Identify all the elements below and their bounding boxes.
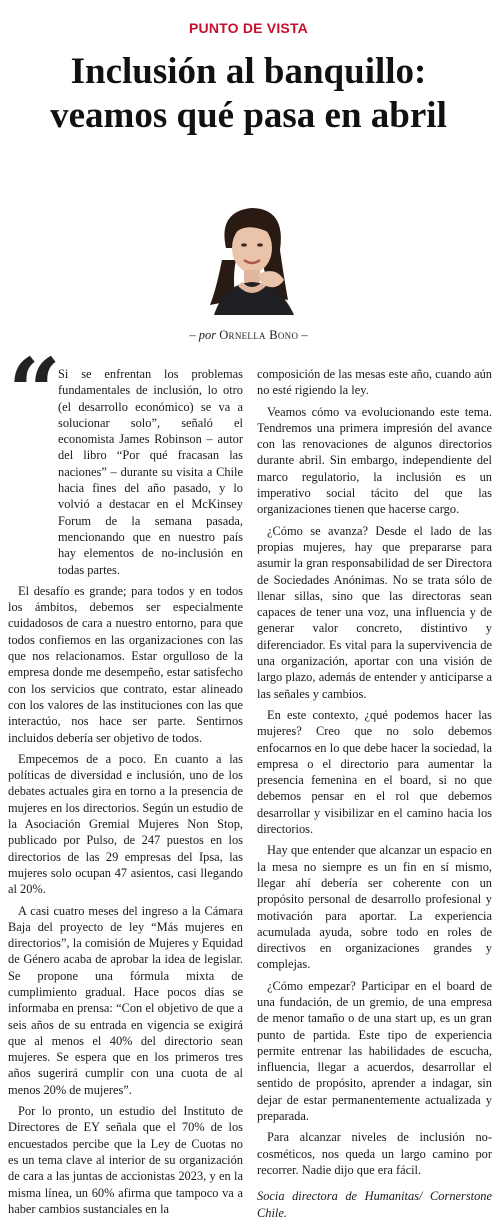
right-column: [257, 366, 492, 1226]
byline-prefix: – por: [189, 328, 220, 342]
paragraph: Empecemos de a poco. En cuanto a las políticas de diversidad e inclusión, uno de los debates actuales gira en torno a la presencia de mujeres en los directorios. Según un estudio de la Asociación Gremial Mujeres Non Stop, publicado por Pulso, de 247 puestos en los directorios de las 29 empresas del Ipsa, las mujeres solo ocupan 47 asientos, casi llegando al 20%.: [8, 751, 243, 897]
author-signature: Socia directora de Humanitas/ Cornerstone Chile.: [257, 1189, 492, 1220]
paragraph: composición de las mesas este año, cuando aún no esté rigiendo la ley.: [257, 367, 492, 398]
paragraph: Veamos cómo va evolucionando este tema. Tendremos una primera impresión del avance con las renovaciones de algunos directorios durante abril. Sin embargo, independiente del marco regulatorio, la inclusión es un imperativo social tácito del que las organizaciones tienen que hacerse cargo.: [257, 404, 492, 517]
headline: [0, 50, 497, 138]
section-label: PUNTO DE VISTA: [189, 20, 308, 36]
author-name: Ornella Bono: [219, 328, 299, 342]
paragraph: ¿Cómo se avanza? Desde el lado de las propias mujeres, hay que prepararse para asumir la gran responsabilidad de ser Directora de Sociedades Anónimas. No se trata sólo de llenar sillas, sino que las directoras sean capaces de tener una voz, una influencia y de generar valor concreto, distintivo y diferenciador. Es vital para la supervivencia de una organización, aportar con una visión de largo plazo, además de entender y anticiparse a las señales y cambios.: [257, 523, 492, 701]
paragraph: El desafío es grande; para todos y en todos los ámbitos, debemos ser especialmente cuidadosos de cara a nuestro entorno, para que todos confiemos en las organizaciones con las que nos relacionamos. Estar orgulloso de la empresa donde me desempeño, estar satisfecho con los servicios que contrato, estar alineado con los valores de las instituciones con las que interactúo, nos hace ser parte. Sentirnos incluidos debería ser objetivo de todos.: [8, 583, 243, 745]
author-portrait-icon: [196, 200, 306, 315]
quote-mark-icon: “: [8, 338, 61, 446]
paragraph: Para alcanzar niveles de inclusión no-cosméticos, nos queda un largo camino por recorrer. Nadie dijo que era fácil.: [257, 1130, 492, 1177]
paragraph: Por lo pronto, un estudio del Instituto de Directores de EY señala que el 70% de los encuestados percibe que la Ley de Cuotas no es un tema clave al interior de su organización de cara a las juntas de accionistas 2023, y en la misma línea, un 60% afirma que tampoco va a haber cambios sustanciales en la: [8, 1104, 243, 1216]
paragraph: Si se enfrentan los problemas fundamentales de inclusión, lo otro (el desarrollo económico) se va a solucionar solo”, señaló el economista James Robinson – autor del libro “Por qué fracasan las naciones” – durante su visita a Chile hacia fines del año pasado, y lo volvió a destacar en el McKinsey Forum de la semana pasada, mencionando que en nuestro país hay elementos de no-inclusión en todas partes.: [58, 367, 243, 577]
paragraph: Hay que entender que alcanzar un espacio en la mesa no siempre es un fin en sí mismo, llegar ahí debería ser coherente con un propósito personal de desarrollo profesional y motivación para aportar. La experiencia acumulada ayuda, sobre todo en roles de directivos en organizaciones grandes y complejas.: [257, 843, 492, 972]
paragraph: A casi cuatro meses del ingreso a la Cámara Baja del proyecto de ley “Más mujeres en directorios”, la comisión de Mujeres y Equidad de Género acaba de aprobar la idea de legislar. Se propone una fórmula mixta de cumplimiento gradual. Hace pocos días se informaba en prensa: “Con el objetivo de que a seis años de su entrada en vigencia se exigirá que al menos el 40% del directorio sean mujeres. Se espera que en los primeros tres años sugerirá cumplir con una cuota de al menos 20% de mujeres”.: [8, 903, 243, 1097]
author-photo: [196, 200, 306, 315]
byline: [0, 328, 497, 343]
headline-line-1: Inclusión al banquillo:: [70, 51, 427, 92]
paragraph: En este contexto, ¿qué podemos hacer las mujeres? Creo que no solo debemos enfocarnos en lo que debe hacer la sociedad, la empresa o el directorio para aumentar la presencia femenina en el board, si no que debemos pensar en el rol que debemos desarrollar y visibilizar en el camino hacia los directorios.: [257, 707, 492, 837]
headline-line-2: veamos qué pasa en abril: [50, 95, 447, 136]
left-column: [8, 366, 243, 1222]
byline-suffix: –: [298, 328, 308, 342]
paragraph: ¿Cómo empezar? Participar en el board de una fundación, de un gremio, de una empresa de menor tamaño o de una start up, es un gran punto de partida. Este tipo de experiencia permite entrenar las habilidades de escucha, influencia, llegar a acuerdos, desarrollar el sentido de propósito, aprender a indagar, sin dejar de estar permanentemente actualizada y preparada.: [257, 978, 492, 1124]
